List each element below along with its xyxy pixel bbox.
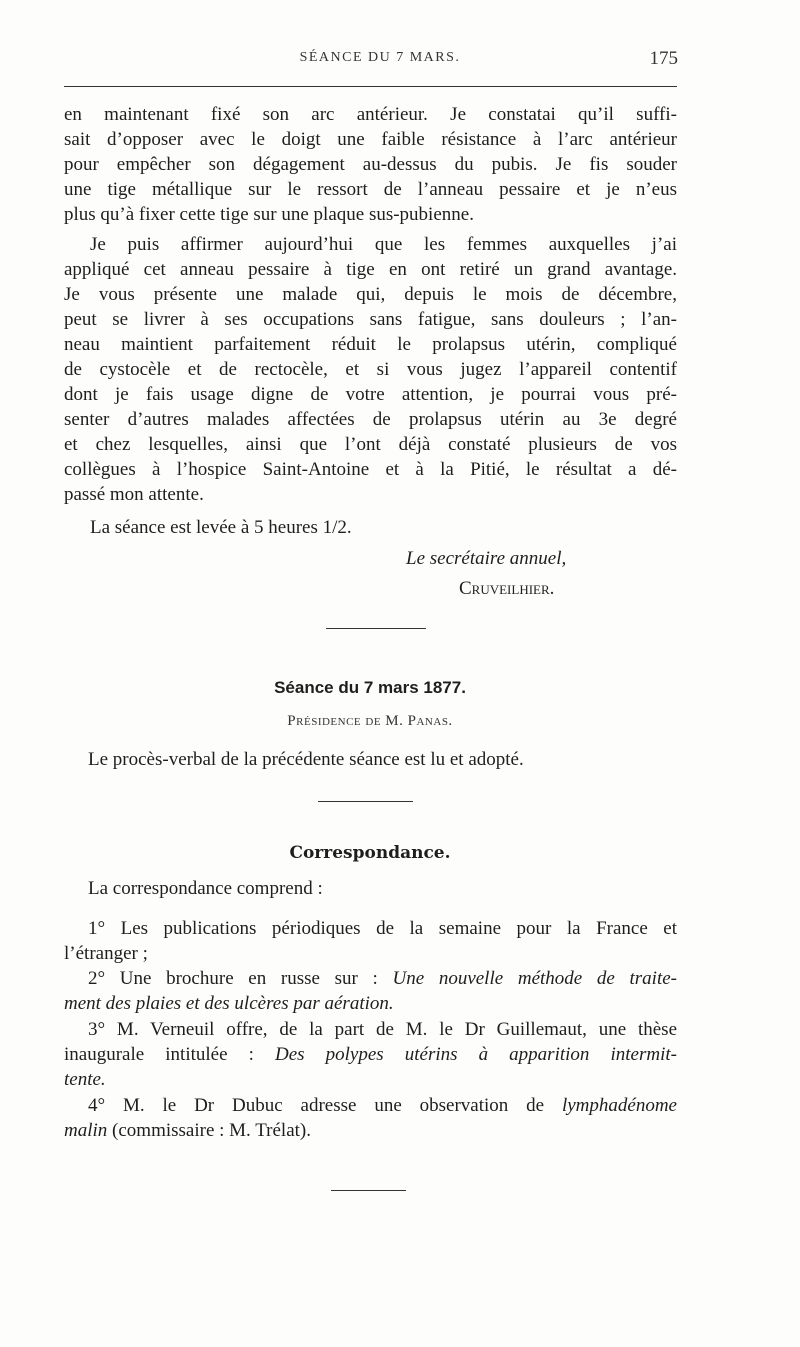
correspondance-item-3 [64,1017,677,1092]
paragraph-2 [64,232,677,507]
end-divider [331,1190,406,1191]
text-line: 3° M. Verneuil offre, de la part de M. le Dr Guillemaut, une thèse [88,1019,677,1040]
text-line: pour empêcher son dégagement au-dessus du pubis. Je fis souder [64,154,677,175]
text-line: en maintenant fixé son arc antérieur. Je constatai qu’il suffi- [64,104,677,125]
session-closed-line: La séance est levée à 5 heures 1/2. [90,517,352,538]
text-line: peut se livrer à ses occupations sans fatigue, sans douleurs ; l’an- [64,309,677,330]
text-line: Je vous présente une malade qui, depuis le mois de décembre, [64,284,677,305]
text-line: de cystocèle et de rectocèle, et si vous jugez l’appareil contentif [64,359,677,380]
text-line: Je puis affirmer aujourd’hui que les femmes auxquelles j’ai [90,234,677,255]
text-line: 1° Les publications périodiques de la semaine pour la France et [88,918,677,939]
running-header: SÉANCE DU 7 MARS. [299,50,461,65]
correspondance-item-4 [64,1093,677,1143]
text-line: tente. [64,1069,106,1090]
signature-role: Le secrétaire annuel, [406,548,567,569]
text-line: une tige métallique sur le ressort de l’anneau pessaire et je n’eus [64,179,677,200]
session-title: Séance du 7 mars 1877. [274,678,466,697]
section-divider [318,801,413,802]
text-line: sait d’opposer avec le doigt une faible résistance à l’arc antérieur [64,129,677,150]
page-number: 175 [649,48,678,69]
presidence-line: Présidence de M. Panas. [287,713,453,729]
correspondance-item-1 [64,916,677,966]
correspondance-item-2 [64,966,677,1016]
section-divider [326,628,426,629]
text-line: ment des plaies et des ulcères par aération. [64,993,394,1014]
text-line: malin (commissaire : M. Trélat). [64,1120,311,1141]
signature-name: Cruveilhier. [459,578,555,599]
text-line: appliqué cet anneau pessaire à tige en ont retiré un grand avantage. [64,259,677,280]
text-line: passé mon attente. [64,484,204,505]
text-line: plus qu’à fixer cette tige sur une plaque sus-pubienne. [64,204,474,225]
text-line: l’étranger ; [64,943,148,964]
text-line: inaugurale intitulée : Des polypes utérins à apparition intermit- [64,1044,677,1065]
text-line: neau maintient parfaitement réduit le prolapsus utérin, compliqué [64,334,677,355]
correspondance-intro: La correspondance comprend : [88,878,323,899]
header-rule [64,86,677,87]
correspondance-title: Correspondance. [289,843,451,863]
text-line: et chez lesquelles, ainsi que l’ont déjà constaté plusieurs de vos [64,434,677,455]
text-line: collègues à l’hospice Saint-Antoine et à la Pitié, le résultat a dé- [64,459,677,480]
text-line: senter d’autres malades affectées de prolapsus utérin au 3e degré [64,409,677,430]
text-line: 4° M. le Dr Dubuc adresse une observation de lymphadénome [88,1095,677,1116]
text-line: dont je fais usage digne de votre attention, je pourrai vous pré- [64,384,677,405]
proces-verbal-line: Le procès-verbal de la précédente séance est lu et adopté. [88,749,524,770]
paragraph-1 [64,102,677,227]
text-line: 2° Une brochure en russe sur : Une nouvelle méthode de traite- [88,968,677,989]
